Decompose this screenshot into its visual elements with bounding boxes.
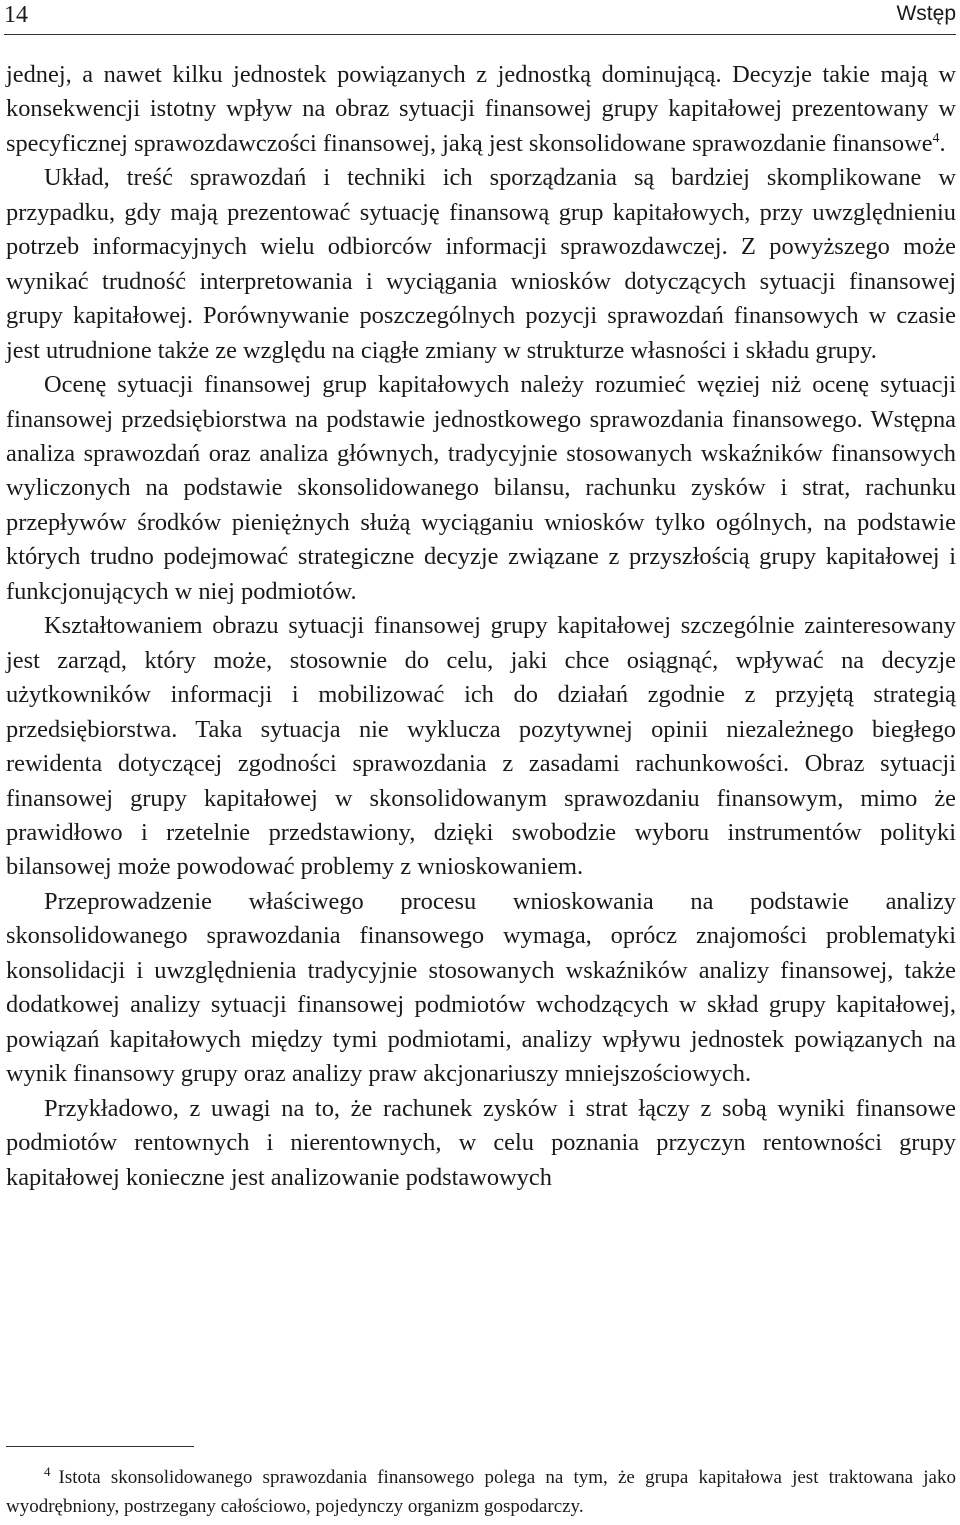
paragraph-3: Ocenę sytuacji finansowej grup kapitałowych należy rozumieć węziej niż ocenę sytuacji finansowej przedsiębiorstwa na podstawie jednostkowego sprawozdania finansowego. Wstępna analiza sprawozdań oraz analiza głównych, tradycyjnie stosowanych wskaźników finansowych wyliczonych na podstawie skonsolidowanego bilansu, rachunku zysków i strat, rachunku przepływów środków pieniężnych służą wyciąganiu wniosków tylko ogólnych, na podstawie których trudno podejmować strategiczne decyzje związane z przyszłością grupy kapitałowej i funkcjonujących w niej podmiotów. bbox=[6, 371, 956, 605]
footnote-reference[interactable]: 4 bbox=[932, 130, 940, 146]
page-number: 14 bbox=[4, 2, 28, 28]
page-header bbox=[4, 0, 956, 36]
header-divider bbox=[4, 34, 956, 35]
paragraph-5: Przeprowadzenie właściwego procesu wnioskowania na podstawie analizy skonsolidowanego sprawozdania finansowego wymaga, oprócz znajomości problematyki konsolidacji i uwzględnienia tradycyjnie stosowanych wskaźników analizy finansowej, także dodatkowej analizy sytuacji finansowej podmiotów wchodzących w skład grupy kapitałowej, powiązań kapitałowych między tymi podmiotami, analizy wpływu jednostek powiązanych na wynik finansowy grupy oraz analizy praw akcjonariuszy mniejszościowych. bbox=[6, 887, 956, 1088]
paragraph-4: Kształtowaniem obrazu sytuacji finansowej grupy kapitałowej szczególnie zainteresowany jest zarząd, który może, stosownie do celu, jaki chce osiągnąć, wpływać na decyzje użytkowników informacji i mobilizować ich do działań zgodnie z przyjętą strategią przedsiębiorstwa. Taka sytuacja nie wyklucza pozytywnej opinii niezależnego biegłego rewidenta dotyczącej zgodności sprawozdania z zasadami rachunkowości. Obraz sytuacji finansowej grupy kapitałowej w skonsolidowanym sprawozdaniu finansowym, mimo że prawidłowo i rzetelnie przedstawiony, dzięki swobodzie wyboru instrumentów polityki bilansowej może powodować problemy z wnioskowaniem. bbox=[6, 612, 956, 881]
paragraph-1-text: jednej, a nawet kilku jednostek powiązanych z jednostką dominującą. Decyzje takie mają w konsekwencji istotny wpływ na obraz sytuacji finansowej grupy kapitałowej prezentowany w specyficznej sprawozdawczości finansowej, jaką jest skonsolidowane sprawozdanie finansowe bbox=[6, 61, 956, 157]
paragraph-6: Przykładowo, z uwagi na to, że rachunek zysków i strat łączy z sobą wyniki finansowe podmiotów rentownych i nierentownych, w celu poznania przyczyn rentowności grupy kapitałowej konieczne jest analizowanie podstawowych bbox=[6, 1094, 956, 1191]
running-head: Wstęp bbox=[896, 2, 956, 25]
footnote bbox=[6, 1463, 956, 1521]
footnote-text: Istota skonsolidowanego sprawozdania finansowego polega na tym, że grupa kapitałowa jest traktowana jako wyodrębniony, postrzegany całościowo, pojedynczy organizm gospodarczy. bbox=[6, 1467, 956, 1517]
body-text bbox=[6, 58, 956, 1195]
footnote-divider bbox=[6, 1446, 194, 1447]
paragraph-2: Układ, treść sprawozdań i techniki ich sporządzania są bardziej skomplikowane w przypadku, gdy mają prezentować sytuację finansową grup kapitałowych, przy uwzględnieniu potrzeb informacyjnych wielu odbiorców informacji sprawozdawczej. Z powyższego może wynikać trudność interpretowania i wyciągania wniosków dotyczących sytuacji finansowej grupy kapitałowej. Porównywanie poszczególnych pozycji sprawozdań finansowych w czasie jest utrudnione także ze względu na ciągłe zmiany w strukturze własności i składu grupy. bbox=[6, 164, 956, 364]
footnote-number: 4 bbox=[44, 1463, 51, 1479]
paragraph-1-tail: . bbox=[939, 129, 946, 157]
paragraph-1 bbox=[6, 58, 956, 161]
